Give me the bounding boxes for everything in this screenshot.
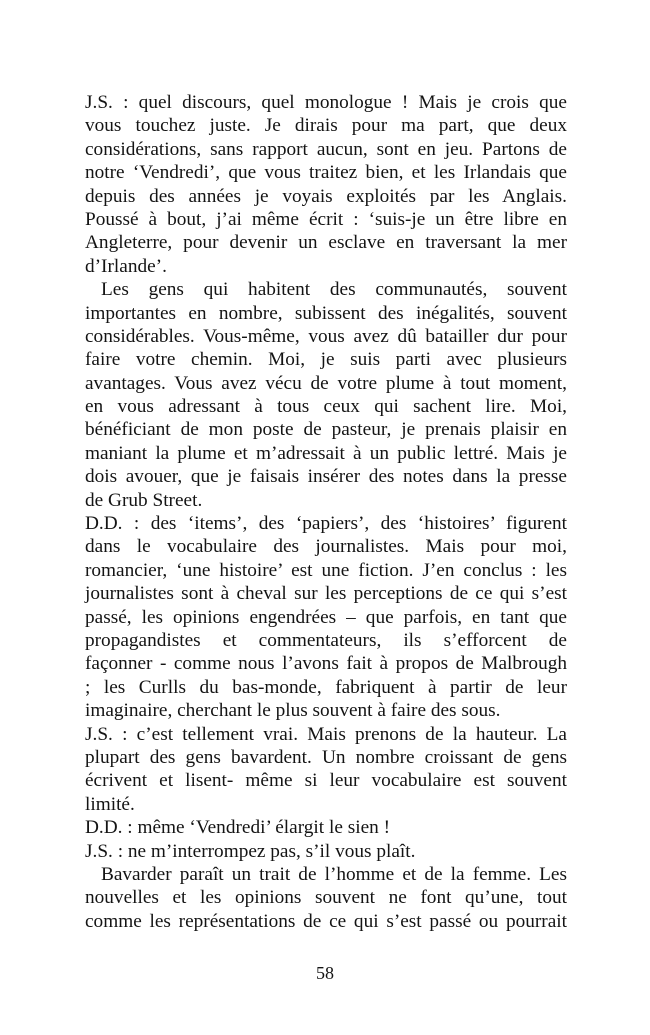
body-text [85, 91, 567, 933]
text-line: d’Irlande’. [85, 255, 167, 277]
text-line: écrivent et lisent- même si leur vocabulaire est souvent [85, 770, 567, 792]
text-line: comme les représentations de ce qui s’est passé ou pourrait [85, 910, 567, 932]
text-line: faire votre chemin. Moi, je suis parti avec plusieurs [85, 349, 567, 371]
text-line: notre ‘Vendredi’, que vous traitez bien, et les Irlandais que [85, 162, 567, 184]
text-line: limité. [85, 793, 135, 815]
text-line: Les gens qui habitent des communautés, souvent [101, 279, 567, 301]
text-line: façonner - comme nous l’avons fait à propos de Malbrough [85, 653, 567, 675]
text-line: vous touchez juste. Je dirais pour ma part, que deux [85, 115, 567, 137]
text-line: nouvelles et les opinions souvent ne font qu’une, tout [85, 887, 567, 909]
text-line: avantages. Vous avez vécu de votre plume à tout moment, [85, 372, 567, 394]
text-line: D.D. : des ‘items’, des ‘papiers’, des ‘histoires’ figurent [85, 513, 567, 535]
text-line: maniant la plume et m’adressait à un public lettré. Mais je [85, 442, 567, 464]
text-line: considérables. Vous-même, vous avez dû batailler dur pour [85, 325, 567, 347]
text-line: J.S. : c’est tellement vrai. Mais prenons de la hauteur. La [85, 723, 567, 745]
page-number: 58 [316, 963, 334, 983]
text-line: de Grub Street. [85, 489, 203, 511]
text-line: Angleterre, pour devenir un esclave en traversant la mer [85, 232, 567, 254]
text-line: plupart des gens bavardent. Un nombre croissant de gens [85, 746, 567, 768]
text-line: dans le vocabulaire des journalistes. Mais pour moi, [85, 536, 567, 558]
text-line: imaginaire, cherchant le plus souvent à faire des sous. [85, 700, 501, 722]
text-line: en vous adressant à tous ceux qui sachent lire. Moi, [85, 396, 567, 418]
text-line: Poussé à bout, j’ai même écrit : ‘suis-je un être libre en [85, 208, 567, 230]
text-line: J.S. : ne m’interrompez pas, s’il vous plaît. [85, 840, 416, 862]
text-line: bénéficiant de mon poste de pasteur, je prenais plaisir en [85, 419, 567, 441]
text-line: considérations, sans rapport aucun, sont en jeu. Partons de [85, 138, 567, 160]
text-line: Bavarder paraît un trait de l’homme et de la femme. Les [101, 863, 567, 885]
text-line: propagandistes et commentateurs, ils s’efforcent de [85, 629, 567, 651]
text-line: ; les Curlls du bas-monde, fabriquent à partir de leur [85, 676, 567, 698]
text-line: J.S. : quel discours, quel monologue ! Mais je crois que [85, 92, 567, 113]
text-line: romancier, ‘une histoire’ est une fiction. J’en conclus : les [85, 559, 567, 581]
text-line: importantes en nombre, subissent des inégalités, souvent [85, 302, 567, 324]
text-line: depuis des années je voyais exploités par les Anglais. [85, 185, 567, 207]
text-line: passé, les opinions engendrées – que parfois, en tant que [85, 606, 567, 628]
text-line: journalistes sont à cheval sur les perceptions de ce qui s’est [85, 583, 567, 605]
text-line: dois avouer, que je faisais insérer des notes dans la presse [85, 466, 567, 488]
text-line: D.D. : même ‘Vendredi’ élargit le sien ! [85, 817, 391, 839]
